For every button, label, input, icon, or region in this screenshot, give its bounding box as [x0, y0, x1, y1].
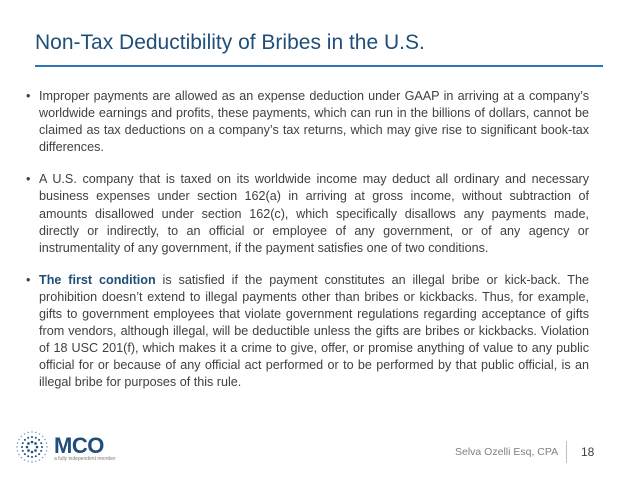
footer-divider: [566, 441, 567, 463]
bullet-text-1: Improper payments are allowed as an expense deduction under GAAP in arriving at a company’s worldwide earnings and profits, these payments, which can run in the billions of dollars, cannot be claimed as tax deductions on a company’s tax returns, which may give rise to significant book-tax differences.: [39, 89, 589, 155]
bullet-list: [23, 88, 589, 392]
logo-subtext: a fully independent member: [54, 456, 116, 462]
bullet-dot: •: [26, 89, 31, 103]
bullet-item-3: [23, 272, 589, 392]
bullet-text-3: is satisfied if the payment constitutes an illegal bribe or kick-back. The prohibition doesn’t extend to illegal payments other than bribes or kickbacks. Thus, for example, gifts to government employees that violate government regulations regarding acceptance of gifts from vendors, although illegal, will be deductible unless the gifts are bribes or kickbacks. Violation of 18 USC 201(f), which makes it a crime to give, offer, or promise anything of value to any public official for or because of any official act performed or to be performed by that public official, is an illegal bribe for purposes of this rule.: [39, 272, 589, 390]
first-condition-emphasis: The first condition: [39, 272, 156, 287]
page-number: 18: [581, 445, 595, 459]
title-divider: [35, 65, 603, 67]
presenter-name: Selva Ozelli Esq, CPA: [455, 446, 559, 458]
bullet-item-1: [23, 88, 589, 156]
bullet-dot: •: [26, 172, 31, 187]
bullet-item-2: [23, 171, 589, 256]
bullet-dot: •: [26, 272, 31, 287]
radial-dots-logo-icon: [14, 430, 54, 464]
logo-text: MCO: [54, 433, 104, 458]
bullet-text-2: A U.S. company that is taxed on its worldwide income may deduct all ordinary and necessary business expenses under section 162(a) in arriving at gross income, without subtraction of amounts disallowed under section 162(c), which specifically disallows any payments made, directly or indirectly, to an official or employee of any government, or of any agency or instrumentality of any government, if the payment satisfies one of two conditions.: [39, 172, 589, 255]
slide-title: Non-Tax Deductibility of Bribes in the U.S.: [35, 31, 425, 54]
